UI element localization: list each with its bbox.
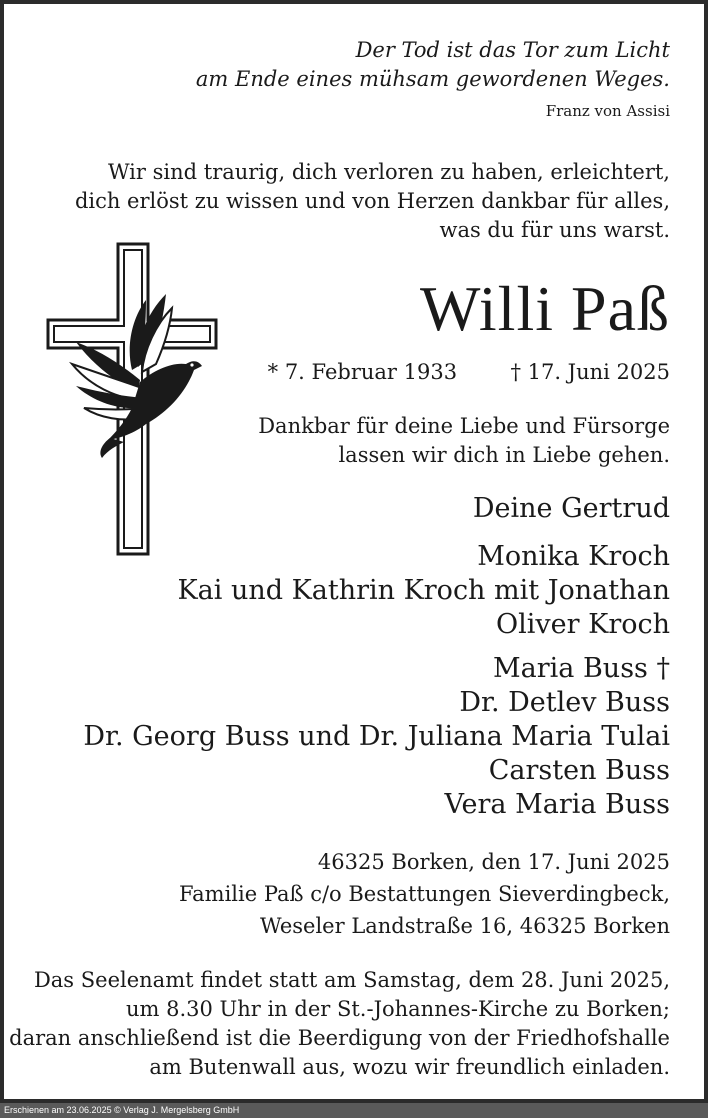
family-member: Carsten Buss	[488, 755, 670, 786]
family-group-spouse	[473, 492, 670, 526]
life-dates	[268, 360, 670, 384]
service-notice	[9, 966, 670, 1082]
address-line: Familie Paß c/o Bestattungen Sieverdingbeck,	[178, 882, 670, 906]
family-member: Dr. Detlev Buss	[459, 687, 670, 718]
family-member: Maria Buss †	[493, 653, 670, 684]
notice-line: am Butenwall aus, wozu wir freundlich einladen.	[149, 1055, 670, 1079]
cross-with-dove-icon	[46, 242, 221, 558]
address-line: 46325 Borken, den 17. Juni 2025	[317, 850, 670, 874]
farewell-text	[258, 412, 670, 470]
intro-line: was du für uns warst.	[439, 218, 670, 242]
intro-text	[75, 158, 670, 245]
intro-line: dich erlöst zu wissen und von Herzen dankbar für alles,	[74, 189, 670, 213]
quote	[196, 36, 670, 94]
family-member: Dr. Georg Buss und Dr. Juliana Maria Tulai	[83, 721, 670, 752]
deceased-name: Willi Paß	[420, 273, 670, 344]
family-member: Vera Maria Buss	[444, 789, 670, 820]
notice-line: Das Seelenamt findet statt am Samstag, dem 28. Juni 2025,	[33, 968, 670, 992]
intro-line: Wir sind traurig, dich verloren zu haben, erleichtert,	[107, 160, 670, 184]
quote-line: Der Tod ist das Tor zum Licht	[355, 38, 670, 62]
notice-line: daran anschließend ist die Beerdigung von der Friedhofshalle	[9, 1026, 670, 1050]
quote-line: am Ende eines mühsam gewordenen Weges.	[195, 67, 670, 91]
family-member: Deine Gertrud	[472, 493, 670, 524]
birth-date: * 7. Februar 1933	[267, 360, 458, 384]
publication-footer: Erschienen am 23.06.2025 © Verlag J. Mergelsberg GmbH	[0, 1103, 708, 1118]
family-member: Monika Kroch	[477, 541, 670, 572]
death-date: † 17. Juni 2025	[510, 360, 670, 384]
address-block	[179, 846, 670, 942]
family-member: Kai und Kathrin Kroch mit Jonathan	[177, 575, 670, 606]
farewell-line: lassen wir dich in Liebe gehen.	[338, 443, 670, 467]
quote-author: Franz von Assisi	[545, 102, 670, 120]
notice-line: um 8.30 Uhr in der St.-Johannes-Kirche zu Borken;	[125, 997, 670, 1021]
family-group-children	[177, 540, 670, 642]
family-group-relatives	[83, 652, 670, 822]
address-line: Weseler Landstraße 16, 46325 Borken	[259, 914, 670, 938]
farewell-line: Dankbar für deine Liebe und Fürsorge	[258, 414, 670, 438]
family-member: Oliver Kroch	[496, 609, 670, 640]
